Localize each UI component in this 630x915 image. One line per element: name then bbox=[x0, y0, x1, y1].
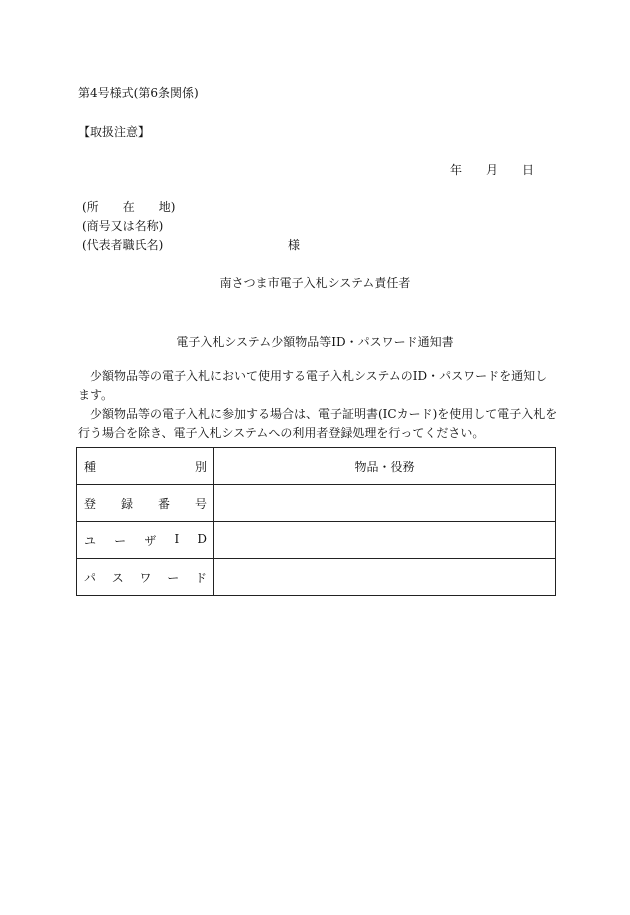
password-value bbox=[214, 559, 556, 596]
handling-caution: 【取扱注意】 bbox=[78, 125, 151, 139]
user-id-value bbox=[214, 522, 556, 559]
form-number: 第4号様式(第6条関係) bbox=[78, 86, 199, 100]
category-value: 物品・役務 bbox=[214, 448, 556, 485]
notice-table bbox=[76, 447, 556, 596]
address-label: (所 在 地) bbox=[82, 200, 176, 214]
row-label-registration-number: 登 録 番 号 bbox=[77, 485, 214, 522]
document-title: 電子入札システム少額物品等ID・パスワード通知書 bbox=[176, 335, 454, 349]
table-row bbox=[77, 559, 556, 596]
day-label: 日 bbox=[522, 163, 535, 177]
year-label: 年 bbox=[450, 163, 463, 177]
body-paragraph: 少額物品等の電子入札に参加する場合は、電子証明書(ICカード)を使用して電子入札を行う場合を除き、電子入札システムへの利用者登録処理を行ってください。 bbox=[78, 407, 558, 440]
table-row bbox=[77, 522, 556, 559]
row-label-user-id: ユ ー ザ I D bbox=[77, 522, 214, 559]
registration-number-value bbox=[214, 485, 556, 522]
honorific: 様 bbox=[288, 238, 301, 252]
body-paragraph: 少額物品等の電子入札において使用する電子入札システムのID・パスワードを通知します。 bbox=[78, 369, 548, 402]
representative-label: (代表者職氏名) bbox=[82, 238, 164, 252]
company-name-label: (商号又は名称) bbox=[82, 219, 164, 233]
row-label-password: パ ス ワ ー ド bbox=[77, 559, 214, 596]
sender-name: 南さつま市電子入札システム責任者 bbox=[219, 276, 411, 290]
body-text bbox=[78, 367, 558, 443]
table-row bbox=[77, 448, 556, 485]
month-label: 月 bbox=[486, 163, 499, 177]
table-row bbox=[77, 485, 556, 522]
row-label-category: 種 別 bbox=[77, 448, 214, 485]
